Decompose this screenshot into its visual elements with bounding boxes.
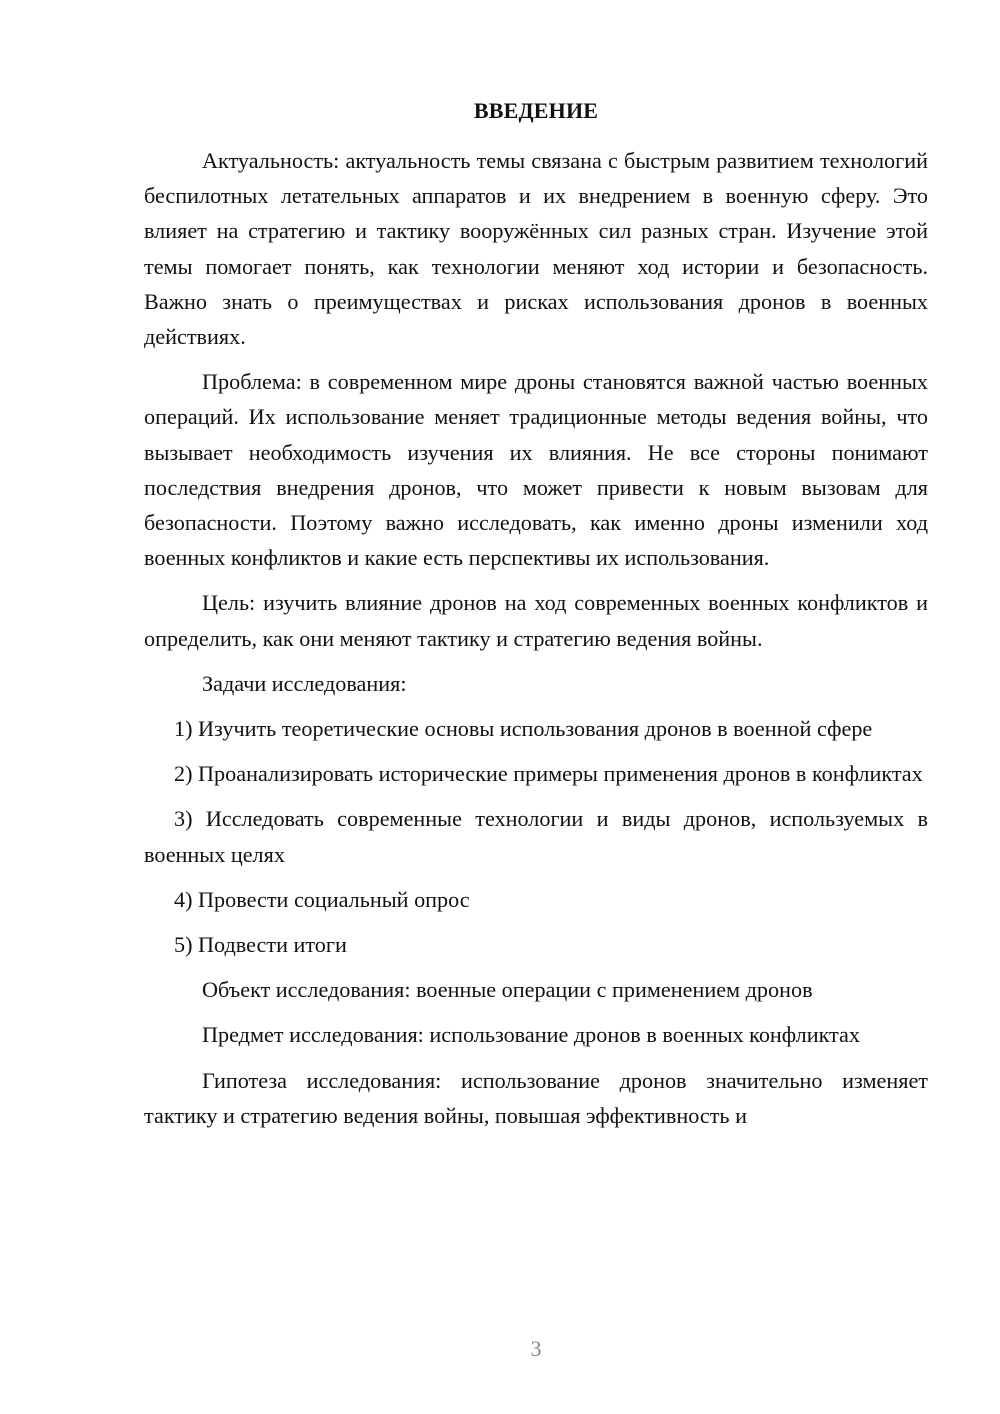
paragraph-hypothesis: Гипотеза исследования: использование дронов значительно изменяет тактику и стратегию ведения войны, повышая эффективность и [144,1067,928,1128]
paragraph-subject: Предмет исследования: использование дронов в военных конфликтах [202,1022,860,1048]
task-item-5: 5) Подвести итоги [174,932,347,958]
page-number: 3 [530,1336,542,1361]
body-text [144,143,928,1133]
paragraph-relevance: Актуальность: актуальность темы связана с быстрым развитием технологий беспилотных летательных аппаратов и их внедрением в военную сферу. Это влияет на стратегию и тактику вооружённых сил разных стран. Изучение этой темы помогает понять, как технологии меняют ход истории и безопасность. Важно знать о преимуществах и рисках использования дронов в военных действиях. [144,148,928,350]
paragraph-goal: Цель: изучить влияние дронов на ход современных военных конфликтов и определить, как они меняют тактику и стратегию ведения войны. [144,590,928,651]
task-item-4: 4) Провести социальный опрос [174,886,470,912]
paragraph-problem: Проблема: в современном мире дроны становятся важной частью военных операций. Их использование меняет традиционные методы ведения войны, что вызывает необходимость изучения их влияния. Не все стороны понимают последствия внедрения дронов, что может привести к новым вызовам для безопасности. Поэтому важно исследовать, как именно дроны изменили ход военных конфликтов и какие есть перспективы их использования. [144,369,928,571]
section-heading: ВВЕДЕНИЕ [473,98,599,123]
paragraph-tasks-heading: Задачи исследования: [202,670,407,696]
paragraph-object: Объект исследования: военные операции с применением дронов [202,977,813,1003]
task-item-1: 1) Изучить теоретические основы использования дронов в военной сфере [174,716,873,742]
task-item-2: 2) Проанализировать исторические примеры применения дронов в конфликтах [174,761,923,787]
task-item-3: 3) Исследовать современные технологии и виды дронов, используемых в военных целях [144,806,928,867]
